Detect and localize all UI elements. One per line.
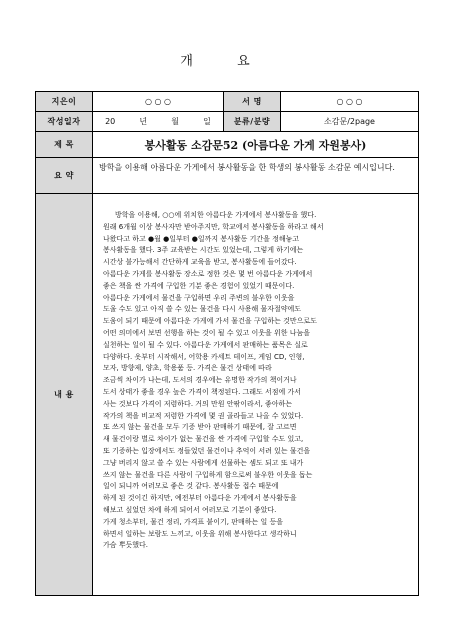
content-line: 도울 수도 있고 아직 쓸 수 있는 물건을 다시 사용해 물자절약에도 (103, 305, 302, 314)
content-line: 봉사활동을 했다. 3주 교육받는 시간도 있었는데, 그렇게 하기에는 (103, 246, 304, 255)
date-value (93, 112, 224, 131)
content-line: 하면서 일하는 보람도 느끼고, 이웃을 위해 봉사한다고 생각하니 (103, 529, 297, 538)
content-line: 하게 된 것이긴 하지만, 예전부터 아름다운 가게에서 봉사활동을 (103, 494, 297, 503)
book-name-value: ○ ○ ○ (336, 97, 363, 106)
content-line: 조금씩 차이가 나는데, 도서의 경우에는 유명한 작가의 책이거나 (103, 376, 297, 385)
summary-row (36, 157, 418, 193)
content-line: 아름다운 가게를 봉사활동 장소로 정한 것은 몇 번 아름다운 가게에서 (103, 269, 313, 278)
content-line: 실천하는 일이 될 수 있다. 아름다운 가게에서 판매하는 품목은 실로 (103, 340, 308, 349)
category-label: 분류/분량 (224, 112, 281, 131)
subject-row (36, 131, 418, 157)
content-label: 내 용 (36, 194, 93, 595)
content-line: 그냥 버리지 않고 쓸 수 있는 사람에게 선물하는 셈도 되고 또 내가 (103, 458, 304, 467)
content-line: 일이 되니까 여러모로 좋은 것 같다. 봉사활동 접수 때문에 (103, 482, 279, 491)
author-label: 지은이 (36, 92, 93, 111)
content-line: 작가의 책을 비교적 저렴한 가격에 몇 권 골라들고 나올 수 있었다. (103, 411, 304, 420)
content-line: 아름다운 가게에서 물건을 구입하면 우리 주변의 불우한 이웃을 (103, 293, 295, 302)
category-value: 소감문/2page (324, 117, 375, 126)
content-line: 원래 6개월 이상 봉사자만 받아주지만, 학교에서 봉사활동을 하라고 해서 (103, 222, 324, 231)
summary-value: 방학을 이용해 아름다운 가게에서 봉사활동을 한 학생의 봉사활동 소감문 예시입니다. (99, 163, 395, 172)
content-line: 도움이 되기 때문에 아름다운 가게에 가서 물건을 구입하는 것만으로도 (103, 317, 317, 326)
date-day-unit: 일 (203, 117, 211, 126)
date-year-unit: 년 (139, 117, 148, 126)
content-line: 시간상 불가능해서 간단하게 교육을 받고, 봉사활동에 들어갔다. (103, 258, 297, 267)
subject-value: 봉사활동 소감문52 (아름다운 가게 자원봉사) (144, 138, 367, 152)
summary-table (35, 91, 419, 596)
content-line: 좋은 책을 싼 가격에 구입한 기분 좋은 경험이 있었기 때문이다. (103, 281, 295, 290)
content-line: 어떤 의미에서 보면 선행을 하는 것이 될 수 있고 이웃을 위한 나눔을 (103, 328, 311, 337)
content-line: 또 기증하는 입장에서도 정들었던 물건이나 추억이 서려 있는 물건을 (103, 446, 311, 455)
content-line: 도서 상태가 좋을 경우 높은 가격이 책정된다. 그래도 서점에 가서 (103, 387, 302, 396)
content-line: 나왔다고 하고 ●월 ●일부터 ●일까지 봉사활동 기간을 정해놓고 (103, 234, 300, 243)
page-title: 개 요 (180, 54, 270, 69)
author-value: ○ ○ ○ (93, 92, 224, 111)
content-line: 가게 청소부터, 물건 정리, 가격표 붙이기, 판매하는 일 등을 (103, 517, 284, 526)
date-label: 작성일자 (36, 112, 93, 131)
content-line: 방학을 이용해, ○○에 위치한 아름다운 가게에서 봉사활동을 했다. (115, 211, 317, 219)
content-line: 모자, 방향제, 양초, 학용품 등. 가격은 물건 상태에 따라 (103, 364, 272, 373)
content-body (93, 194, 418, 595)
date-month-unit: 월 (171, 117, 179, 126)
content-line: 새 물건이랑 별로 차이가 없는 물건을 싼 가격에 구입할 수도 있고, (103, 435, 304, 444)
content-line: 해보고 싶었던 차에 하게 되어서 여러모로 기분이 좋았다. (103, 505, 277, 514)
date-year: 20 (105, 117, 116, 126)
content-line: 사는 것보다 가격이 저렴하다. 거의 만원 안팎이라서, 좋아하는 (103, 399, 293, 408)
content-line: 다양하다. 옷부터 시작해서, 어학용 카세트 테이프, 게임 CD, 인형, (103, 352, 305, 361)
summary-label: 요 약 (36, 158, 93, 193)
content-line: 가슴 뿌듯했다. (103, 541, 149, 550)
content-line: 또 쓰지 않는 물건을 모두 기증 받아 판매하기 때문에, 잘 고르면 (103, 423, 297, 432)
book-name-label: 서 명 (224, 92, 281, 111)
author-row (36, 92, 418, 111)
content-row (36, 193, 418, 595)
content-line: 쓰지 않는 물건을 다른 사람이 구입하게 함으로써 불우한 이웃을 돕는 (103, 470, 313, 479)
date-row (36, 111, 418, 131)
subject-label: 제 목 (36, 132, 93, 157)
